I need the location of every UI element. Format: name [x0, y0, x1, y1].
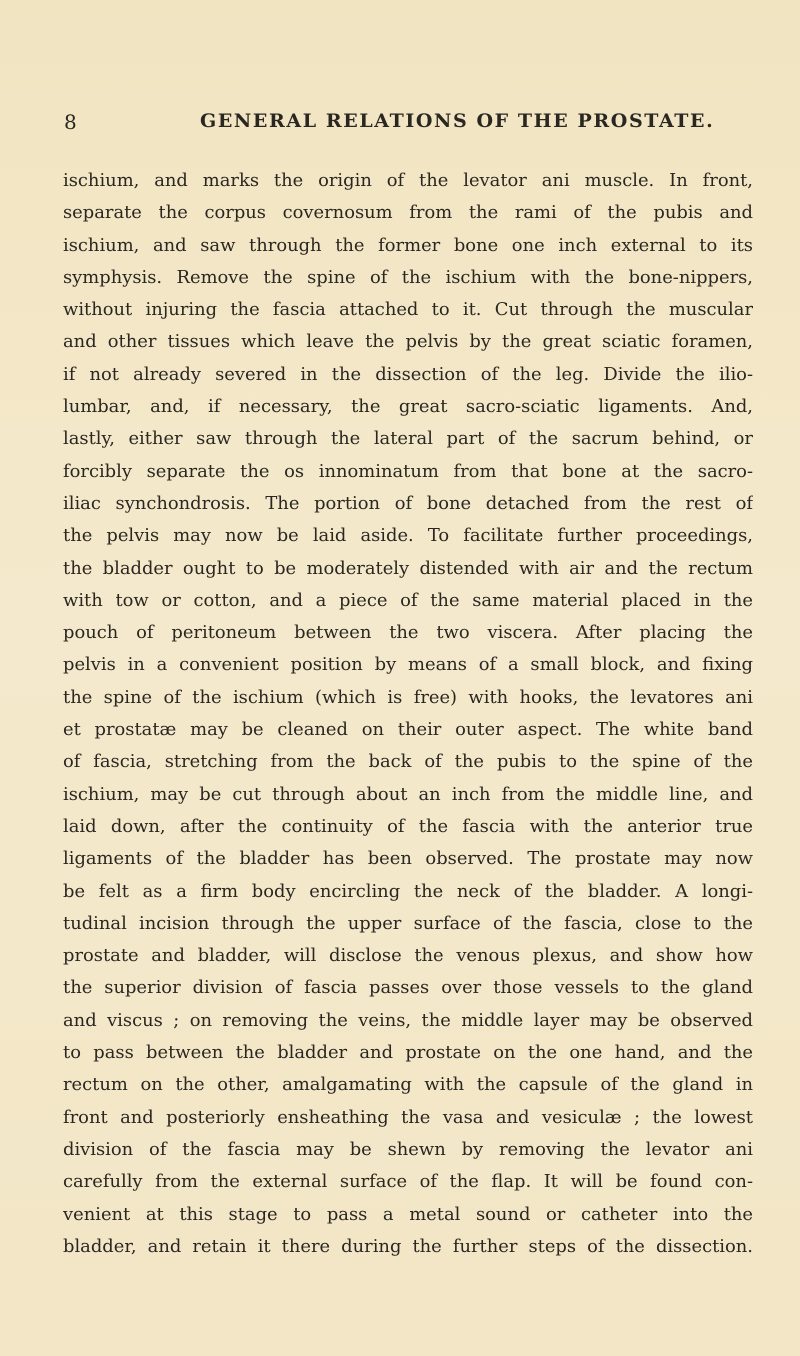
text-line: pelvis in a convenient position by means of a small block, and fixing: [63, 654, 753, 676]
text-line: of fascia, stretching from the back of the pubis to the spine of the: [63, 751, 753, 773]
running-title: GENERAL RELATIONS OF THE PROSTATE.: [200, 110, 715, 132]
text-line: tudinal incision through the upper surface of the fascia, close to the: [63, 912, 753, 934]
text-line: to pass between the bladder and prostate on the one hand, and the: [63, 1042, 753, 1064]
text-line: the pelvis may now be laid aside. To facilitate further proceedings,: [63, 525, 753, 547]
text-line: the spine of the ischium (which is free) with hooks, the levatores ani: [63, 686, 753, 708]
page-number: 8: [64, 110, 78, 134]
text-line: rectum on the other, amalgamating with the capsule of the gland in: [63, 1074, 753, 1096]
text-line: and other tissues which leave the pelvis by the great sciatic foramen,: [63, 331, 753, 353]
text-line: forcibly separate the os innominatum from that bone at the sacro-: [63, 460, 753, 482]
text-line: be felt as a firm body encircling the neck of the bladder. A longi-: [63, 880, 753, 902]
text-line: venient at this stage to pass a metal sound or catheter into the: [63, 1203, 753, 1225]
text-line: and viscus ; on removing the veins, the middle layer may be observed: [63, 1009, 753, 1031]
text-line: with tow or cotton, and a piece of the same material placed in the: [63, 589, 753, 611]
text-line: laid down, after the continuity of the fascia with the anterior true: [63, 815, 753, 837]
page-header: [0, 110, 800, 140]
text-line: ligaments of the bladder has been observed. The prostate may now: [63, 848, 753, 870]
text-line: ischium, may be cut through about an inch from the middle line, and: [63, 783, 753, 805]
text-line: et prostatæ may be cleaned on their outer aspect. The white band: [63, 719, 753, 741]
text-line: prostate and bladder, will disclose the venous plexus, and show how: [63, 945, 753, 967]
text-line: ischium, and saw through the former bone one inch external to its: [63, 234, 753, 256]
text-line: symphysis. Remove the spine of the ischium with the bone-nippers,: [63, 266, 753, 288]
text-line: bladder, and retain it there during the further steps of the dissection.: [63, 1235, 753, 1257]
text-line: iliac synchondrosis. The portion of bone detached from the rest of: [63, 492, 753, 514]
text-line: without injuring the fascia attached to it. Cut through the muscular: [63, 299, 753, 321]
text-line: lastly, either saw through the lateral part of the sacrum behind, or: [63, 428, 753, 450]
text-line: the bladder ought to be moderately distended with air and the rectum: [63, 557, 753, 579]
text-line: pouch of peritoneum between the two viscera. After placing the: [63, 622, 753, 644]
text-line: lumbar, and, if necessary, the great sacro-sciatic ligaments. And,: [63, 396, 753, 418]
text-line: if not already severed in the dissection of the leg. Divide the ilio-: [63, 363, 753, 385]
text-line: division of the fascia may be shewn by removing the levator ani: [63, 1138, 753, 1160]
text-line: the superior division of fascia passes over those vessels to the gland: [63, 977, 753, 999]
text-line: front and posteriorly ensheathing the vasa and vesiculæ ; the lowest: [63, 1106, 753, 1128]
text-line: carefully from the external surface of the flap. It will be found con-: [63, 1171, 753, 1193]
text-line: separate the corpus covernosum from the rami of the pubis and: [63, 202, 753, 224]
body-paragraph: [63, 165, 753, 1263]
text-line: ischium, and marks the origin of the levator ani muscle. In front,: [63, 170, 753, 191]
